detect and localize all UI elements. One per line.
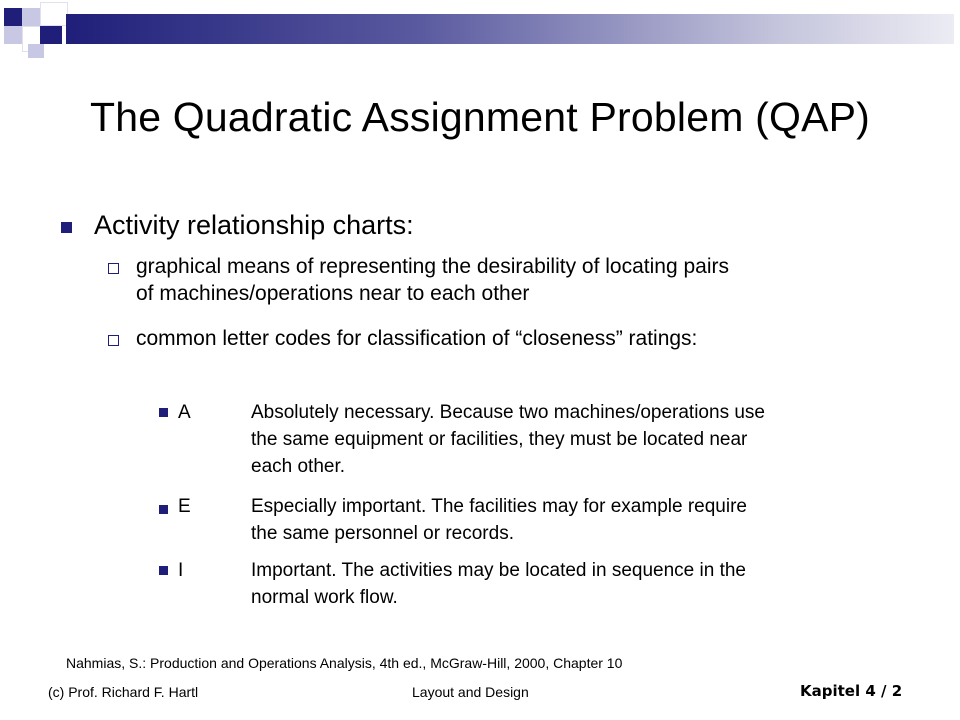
code-description: Important. The activities may be located in sequence in the normal work flow. [251, 560, 746, 608]
bullet-square-icon [61, 222, 72, 233]
deco-square [4, 26, 22, 44]
slide-title: The Quadratic Assignment Problem (QAP) [89, 94, 871, 140]
bullet-square-icon [159, 408, 168, 417]
sub-bullet-text: graphical means of representing the desirability of locating pairs of machines/operations near to each other [136, 255, 729, 305]
deco-square [22, 8, 40, 26]
bullet-square-icon [159, 566, 168, 575]
deco-square [40, 26, 62, 44]
deco-square [4, 8, 22, 26]
code-letter: I [178, 560, 184, 581]
code-description: Absolutely necessary. Because two machines/operations use the same equipment or facilities, they must be located near each other. [251, 402, 765, 477]
deco-square [28, 44, 44, 58]
header-gradient-bar [66, 14, 954, 44]
code-letter: A [178, 402, 191, 423]
sub-bullet-text: common letter codes for classification of “closeness” ratings: [136, 327, 698, 350]
hollow-square-icon [108, 263, 119, 274]
reference-text: Nahmias, S.: Production and Operations Analysis, 4th ed., McGraw-Hill, 2000, Chapter 10 [66, 655, 623, 671]
code-letter: E [178, 496, 191, 517]
footer-topic: Layout and Design [412, 684, 529, 700]
footer-page-number: Kapitel 4 / 2 [800, 682, 903, 700]
hollow-square-icon [108, 335, 119, 346]
bullet-square-icon [159, 505, 168, 514]
bullet-text: Activity relationship charts: [94, 210, 414, 240]
footer-author: (c) Prof. Richard F. Hartl [48, 684, 199, 700]
deco-square [40, 2, 68, 26]
code-description: Especially important. The facilities may for example require the same personnel or records. [251, 496, 747, 544]
